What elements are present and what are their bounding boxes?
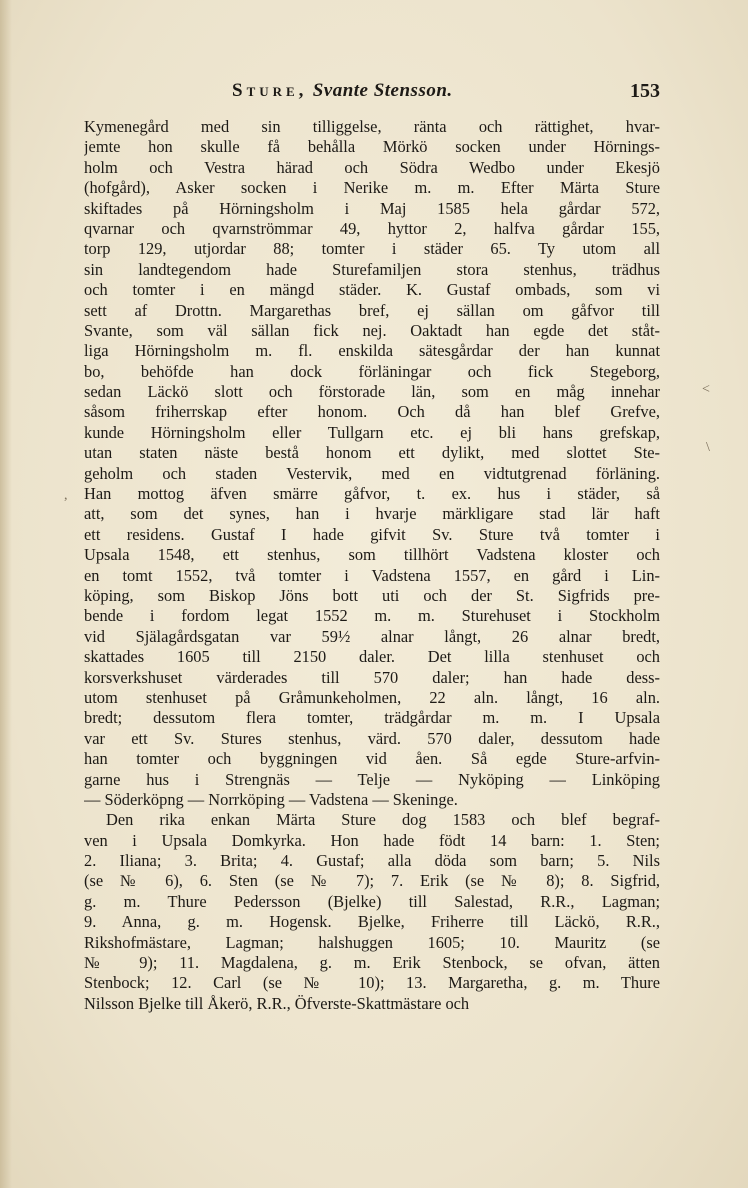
text-line: såsom friherrskap efter honom. Och då han blef Grefve, [84,402,660,422]
text-line: qvarnar och qvarnströmmar 49, hyttor 2, halfva gårdar 155, [84,218,660,238]
running-title-surname: Sture, [232,80,308,101]
text-line: sett af Drottn. Margarethas bref, ej sällan om gåfvor till [84,300,660,320]
text-line: ett residens. Gustaf I hade gifvit Sv. Sture två tomter i [84,524,660,544]
text-line: (hofgård), Asker socken i Nerike m. m. Efter Märta Sture [84,178,660,198]
text-line: korsverkshuset värderades till 570 daler; han hade dess- [84,667,660,687]
margin-mark-left-1: , [64,488,68,503]
text-line: 9. Anna, g. m. Hogensk. Bjelke, Friherre till Läckö, R.R., [84,912,660,932]
running-header [84,78,660,108]
text-line: bredt; dessutom flera tomter, trädgårdar m. m. I Upsala [84,708,660,728]
text-line: sedan Läckö slott och förstorade län, som en måg innehar [84,382,660,402]
text-line: bo, behöfde han dock förläningar och fick Stegeborg, [84,361,660,381]
text-line: torp 129, utjordar 88; tomter i städer 65. Ty utom all [84,239,660,259]
text-line: och tomter i en mängd städer. K. Gustaf ombads, som vi [84,280,660,300]
running-title-name: Svante Stensson. [312,80,453,101]
body-text [84,117,660,1014]
running-title [232,80,453,102]
text-line: skattades 1605 till 2150 daler. Det lilla stenhuset och [84,647,660,667]
text-line: № 9); 11. Magdalena, g. m. Erik Stenbock, se ofvan, ätten [84,953,660,973]
text-line: utom stenhuset på Gråmunkeholmen, 22 aln. långt, 16 aln. [84,687,660,707]
text-line: Stenbock; 12. Carl (se № 10); 13. Margaretha, g. m. Thure [84,973,660,993]
margin-mark-right-2: \ [706,440,710,455]
text-line: (se № 6), 6. Sten (se № 7); 7. Erik (se № 8); 8. Sigfrid, [84,871,660,891]
text-line: jemte hon skulle få behålla Mörkö socken under Hörnings- [84,137,660,157]
text-line: sin landtegendom hade Sturefamiljen stora stenhus, trädhus [84,259,660,279]
text-line: ven i Upsala Domkyrka. Hon hade födt 14 barn: 1. Sten; [84,830,660,850]
text-line: vid Själagårdsgatan var 59½ alnar långt, 26 alnar bredt, [84,626,660,646]
text-line: Han mottog äfven smärre gåfvor, t. ex. hus i städer, så [84,484,660,504]
page-number: 153 [630,80,660,102]
text-line: utan staten näste bestå honom ett dylikt, med slottet Ste- [84,443,660,463]
text-line: han tomter och byggningen vid åen. Så egde Sture-arfvin- [84,749,660,769]
text-line: Kymenegård med sin tilliggelse, ränta och rättighet, hvar- [84,117,660,136]
text-line: att, som det synes, han i hvarje märkligare stad lär haft [84,504,660,524]
text-line: en tomt 1552, två tomter i Vadstena 1557, en gård i Lin- [84,565,660,585]
text-line: garne hus i Strengnäs — Telje — Nyköping — Linköping [84,769,660,789]
margin-mark-right-1: < [702,382,710,397]
text-line: g. m. Thure Pedersson (Bjelke) till Salestad, R.R., Lagman; [84,891,660,911]
text-line: bende i fordom legat 1552 m. m. Sturehuset i Stockholm [84,606,660,626]
text-line: Den rika enkan Märta Sture dog 1583 och blef begraf- [106,810,660,830]
text-line: kunde Hörningsholm eller Tullgarn etc. ej bli hans grefskap, [84,422,660,442]
text-line: Nilsson Bjelke till Åkerö, R.R., Öfverste-Skattmästare och [84,993,470,1013]
text-line: Svante, som väl sällan fick nej. Oaktadt han egde det ståt- [84,320,660,340]
text-line: — Söderköpng — Norrköping — Vadstena — Skeninge. [84,789,458,809]
text-line: 2. Iliana; 3. Brita; 4. Gustaf; alla döda som barn; 5. Nils [84,851,660,871]
text-line: liga Hörningsholm m. fl. enskilda sätesgårdar der han kunnat [84,341,660,361]
text-line: Upsala 1548, ett stenhus, som tillhört Vadstena kloster och [84,545,660,565]
text-line: skiftades på Hörningsholm i Maj 1585 hela gårdar 572, [84,198,660,218]
text-line: var ett Sv. Stures stenhus, värd. 570 daler, dessutom hade [84,728,660,748]
text-line: holm och Vestra härad och Södra Wedbo under Ekesjö [84,157,660,177]
page-spine-shadow [0,0,12,1188]
text-line: geholm och staden Vestervik, med en vidtutgrenad förläning. [84,463,660,483]
text-line: köping, som Biskop Jöns bott uti och der St. Sigfrids pre- [84,585,660,605]
text-line: Rikshofmästare, Lagman; halshuggen 1605; 10. Mauritz (se [84,932,660,952]
